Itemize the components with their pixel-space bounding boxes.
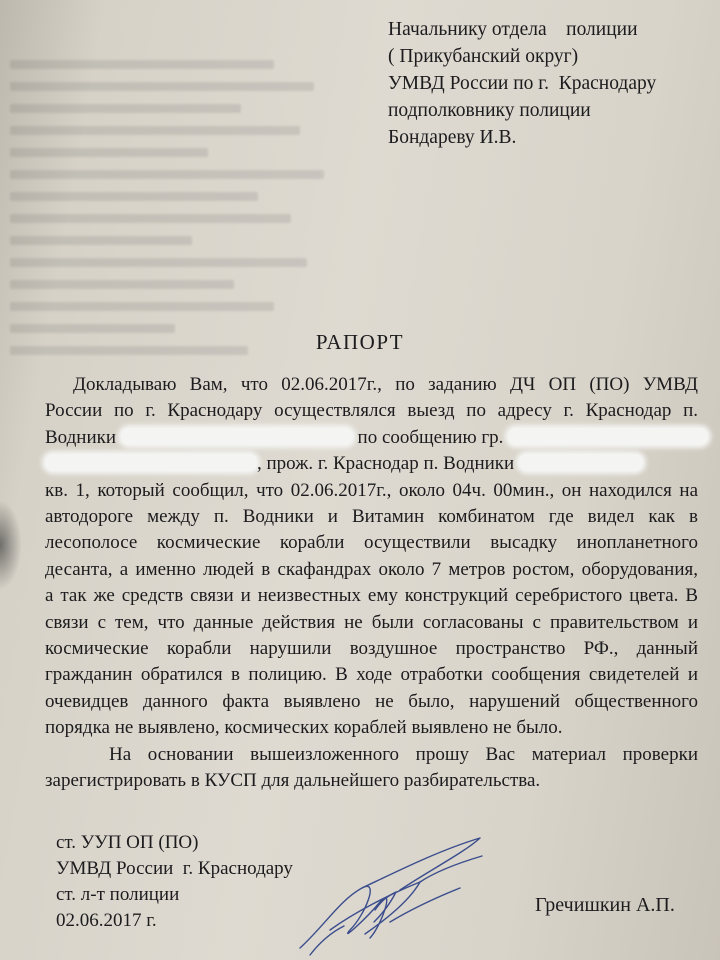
signer-department: УМВД России г. Краснодару [56,858,293,879]
document-title: РАПОРТ [315,330,405,354]
body-line: гражданин обратился в полицию. В ходе отработки сообщения свидетелей и [45,664,698,686]
body-line: кв. 1, который сообщил, что 02.06.2017г., около 04ч. 00мин., он находился на [45,479,698,501]
body-fragment: Водники [45,426,117,448]
redaction-mark [508,428,708,445]
signer-position: ст. УУП ОП (ПО) [56,832,199,853]
body-line [45,425,698,451]
addressee-line: Бондареву И.В. [388,127,517,148]
body-line: десанта, а именно людей в скафандрах около 7 метров ростом, оборудования, [45,558,698,580]
finger-shadow [0,500,22,590]
addressee-line: УМВД России по г. Краснодару [388,73,657,94]
body-line: зарегистрировать в КУСП для дальнейшего разбирательства. [45,770,541,792]
body-line [45,451,698,477]
addressee-line: подполковнику полиции [388,100,591,121]
body-fragment: по сообщению гр. [357,426,504,448]
signer-name: Гречишкин А.П. [535,894,675,916]
signer-block [56,830,293,934]
signature-date: 02.06.2017 г. [56,910,157,931]
report-body [45,372,698,795]
body-line: а так же средств связи и неизвестных ему конструкций серебристого цвета. В [45,585,698,607]
redaction-mark [519,454,643,471]
body-line: лесополосе космические корабли осуществили высадку инопланетного [45,532,698,554]
body-line: России по г. Краснодару осуществлялся выезд по адресу г. Краснодар п. [45,400,698,422]
body-line: очевидцев данного факта выявлено не было, нарушений общественного [45,690,698,712]
body-line: порядка не выявлено, космических кораблей выявлено не было. [45,717,563,739]
body-fragment: , прож. г. Краснодар п. Водники [257,453,515,475]
addressee-line: Начальнику отдела полиции [388,19,638,40]
redaction-mark [45,454,257,471]
body-line: Докладываю Вам, что 02.06.2017г., по заданию ДЧ ОП (ПО) УМВД [73,374,698,395]
body-line: На основании вышеизложенного прошу Вас материал проверки [109,743,698,765]
addressee-line: ( Прикубанский округ) [388,46,579,67]
addressee-block [388,16,656,151]
body-line: связи с тем, что данные действия не были согласованы с правительством и [45,611,698,633]
body-line: автодороге между п. Водники и Витамин комбинатом где видел как в [45,506,698,528]
body-line: космические корабли нарушили воздушное пространство РФ., данный [45,638,698,660]
signer-rank: ст. л-т полиции [56,884,180,905]
redaction-mark [121,428,353,445]
handwritten-signature [270,830,500,960]
